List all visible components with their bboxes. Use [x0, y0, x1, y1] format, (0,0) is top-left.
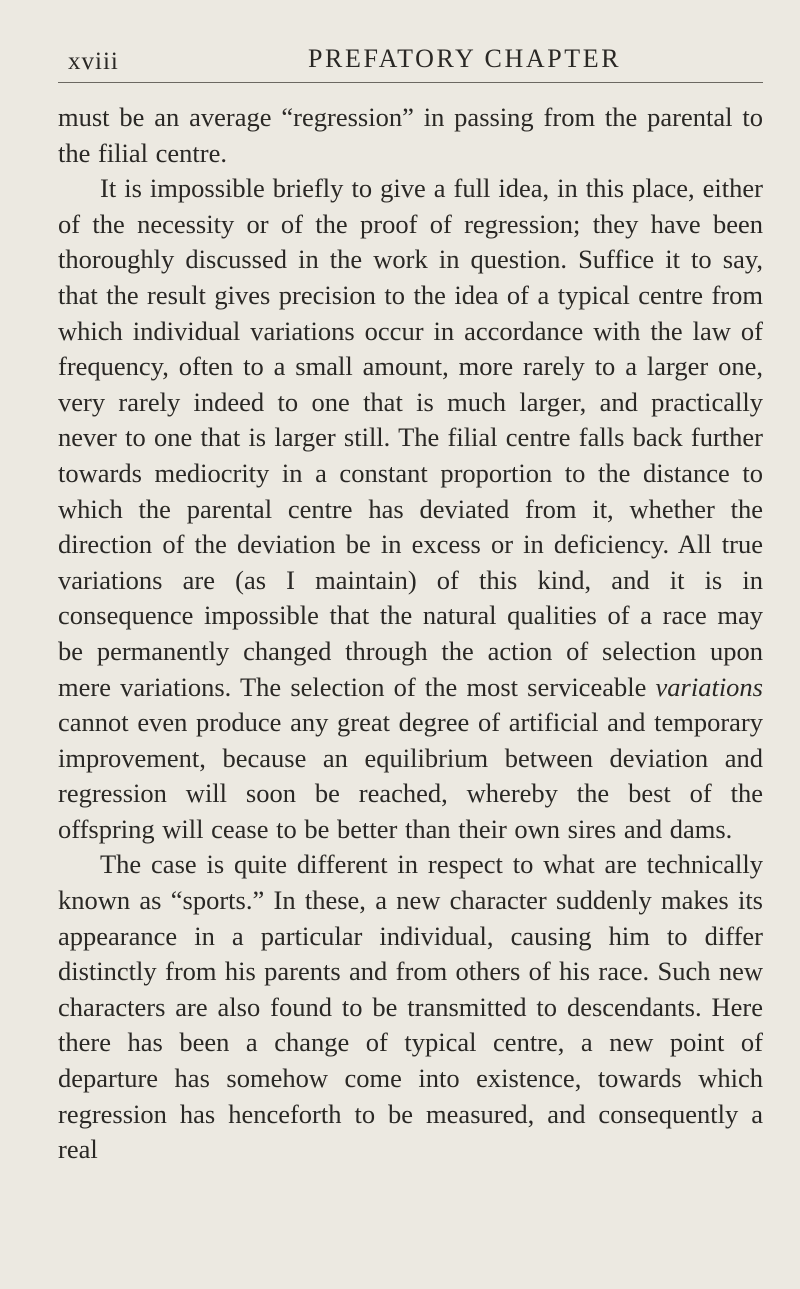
- paragraph-regression: [58, 171, 763, 847]
- paragraph-text: It is impossible briefly to give a full idea, in this place, either of the necessity or of the proof of regression; they have been thoroughly discussed in the work in question. Suffice it to say, that the result gives precision to the idea of a typical centre from which individual variations occur in accordance with the law of frequency, often to a small amount, more rarely to a larger one, very rarely indeed to one that is much larger, and practically never to one that is larger still. The filial centre falls back further towards mediocrity in a constant proportion to the distance to which the parental centre has deviated from it, whether the direction of the deviation be in excess or in deficiency. All true variations are (as I maintain) of this kind, and it is in consequence impossible that the natural qualities of a race may be permanently changed through the action of selection upon mere variations. The selection of the most serviceable: [58, 173, 763, 702]
- body-text: [58, 100, 763, 1168]
- page-number: xviii: [68, 48, 119, 75]
- paragraph-text: cannot even produce any great degree of artificial and temporary improvement, because an equilibrium between deviation and regression will soon be reached, whereby the best of the offspring will cease to be better than their own sires and dams.: [58, 707, 763, 844]
- running-head: [58, 44, 763, 78]
- italic-word: variations: [655, 671, 763, 702]
- header-rule: [58, 82, 763, 83]
- paragraph-sports: The case is quite different in respect to what are technically known as “sports.” In these, a new character suddenly makes its appearance in a particular individual, causing him to differ distinctly from his parents and from others of his race. Such new characters are also found to be transmitted to descendants. Here there has been a change of typical centre, a new point of departure has somehow come into existence, towards which regression has henceforth to be measured, and consequently a real: [58, 849, 763, 1165]
- running-title: PREFATORY CHAPTER: [308, 44, 622, 73]
- paragraph-continuation: must be an average “regression” in passing from the parental to the filial centre.: [58, 102, 763, 168]
